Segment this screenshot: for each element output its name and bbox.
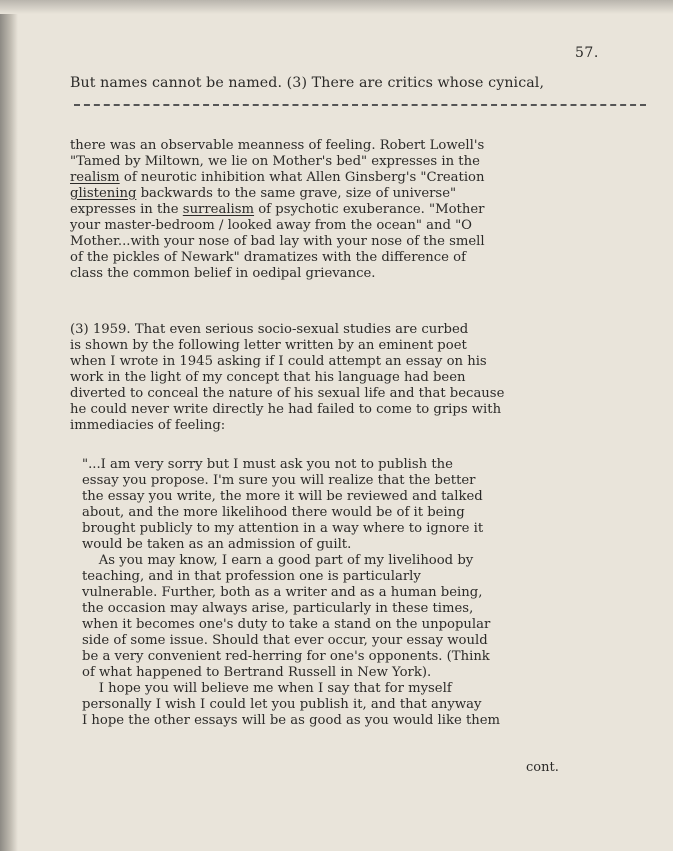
- text-line: personally I wish I could let you publish it, and that anyway: [82, 697, 482, 712]
- text-line: essay you propose. I'm sure you will realize that the better: [82, 473, 476, 488]
- document-page: [22, 0, 673, 851]
- text-run: expresses in the: [70, 202, 183, 217]
- text-line: there was an observable meanness of feeling. Robert Lowell's: [70, 138, 485, 153]
- text-line: side of some issue. Should that ever occur, your essay would: [82, 633, 488, 648]
- text-line: vulnerable. Further, both as a writer and as a human being,: [82, 585, 483, 600]
- text-line: when I wrote in 1945 asking if I could attempt an essay on his: [70, 354, 487, 369]
- text-line: of the pickles of Newark" dramatizes with the difference of: [70, 250, 466, 265]
- text-line: (3) 1959. That even serious socio-sexual studies are curbed: [70, 322, 469, 337]
- page-number: 57.: [575, 45, 599, 61]
- text-line: [70, 170, 485, 186]
- text-line: the essay you write, the more it will be reviewed and talked: [82, 489, 483, 504]
- text-line: be a very convenient red-herring for one's opponents. (Think: [82, 649, 490, 664]
- underlined-word: realism: [70, 170, 120, 185]
- text-line: [70, 186, 485, 202]
- text-line: of what happened to Bertrand Russell in New York).: [82, 665, 432, 680]
- dashed-separator: [74, 104, 646, 106]
- intro-line: But names cannot be named. (3) There are critics whose cynical,: [70, 75, 545, 91]
- text-line: when it becomes one's duty to take a stand on the unpopular: [82, 617, 491, 632]
- text-run: of psychotic exuberance. "Mother: [254, 202, 485, 217]
- text-line: he could never write directly he had failed to come to grips with: [70, 402, 502, 417]
- underlined-word: glistening: [70, 186, 137, 201]
- text-line: [70, 202, 485, 218]
- footnote-paragraph: [70, 322, 504, 434]
- text-run: backwards to the same grave, size of universe": [136, 186, 457, 201]
- text-line: the occasion may always arise, particularly in these times,: [82, 601, 474, 616]
- text-line: class the common belief in oedipal grievance.: [70, 266, 376, 281]
- text-line: I hope the other essays will be as good as you would like them: [82, 713, 501, 728]
- text-line: is shown by the following letter written by an eminent poet: [70, 338, 467, 353]
- text-line: diverted to conceal the nature of his sexual life and that because: [70, 386, 505, 401]
- text-line: brought publicly to my attention in a way where to ignore it: [82, 521, 484, 536]
- underlined-word: surrealism: [182, 202, 255, 217]
- text-line: would be taken as an admission of guilt.: [82, 537, 352, 552]
- text-line: As you may know, I earn a good part of my livelihood by: [82, 553, 474, 568]
- continued-marker: cont.: [526, 760, 559, 775]
- text-line: I hope you will believe me when I say that for myself: [82, 681, 452, 696]
- binding-gutter: [0, 0, 18, 851]
- text-line: immediacies of feeling:: [70, 418, 226, 433]
- text-line: "Tamed by Miltown, we lie on Mother's bed" expresses in the: [70, 154, 480, 169]
- text-line: your master-bedroom / looked away from the ocean" and "O: [70, 218, 472, 233]
- text-run: of neurotic inhibition what Allen Ginsberg's "Creation: [119, 170, 485, 185]
- text-line: teaching, and in that profession one is particularly: [82, 569, 421, 584]
- paragraph-lowell-ginsberg: [70, 138, 485, 282]
- text-line: work in the light of my concept that his language had been: [70, 370, 466, 385]
- text-line: "...I am very sorry but I must ask you not to publish the: [82, 457, 453, 472]
- quoted-letter: [82, 457, 500, 729]
- text-line: about, and the more likelihood there would be of it being: [82, 505, 465, 520]
- text-line: Mother...with your nose of bad lay with your nose of the smell: [70, 234, 485, 249]
